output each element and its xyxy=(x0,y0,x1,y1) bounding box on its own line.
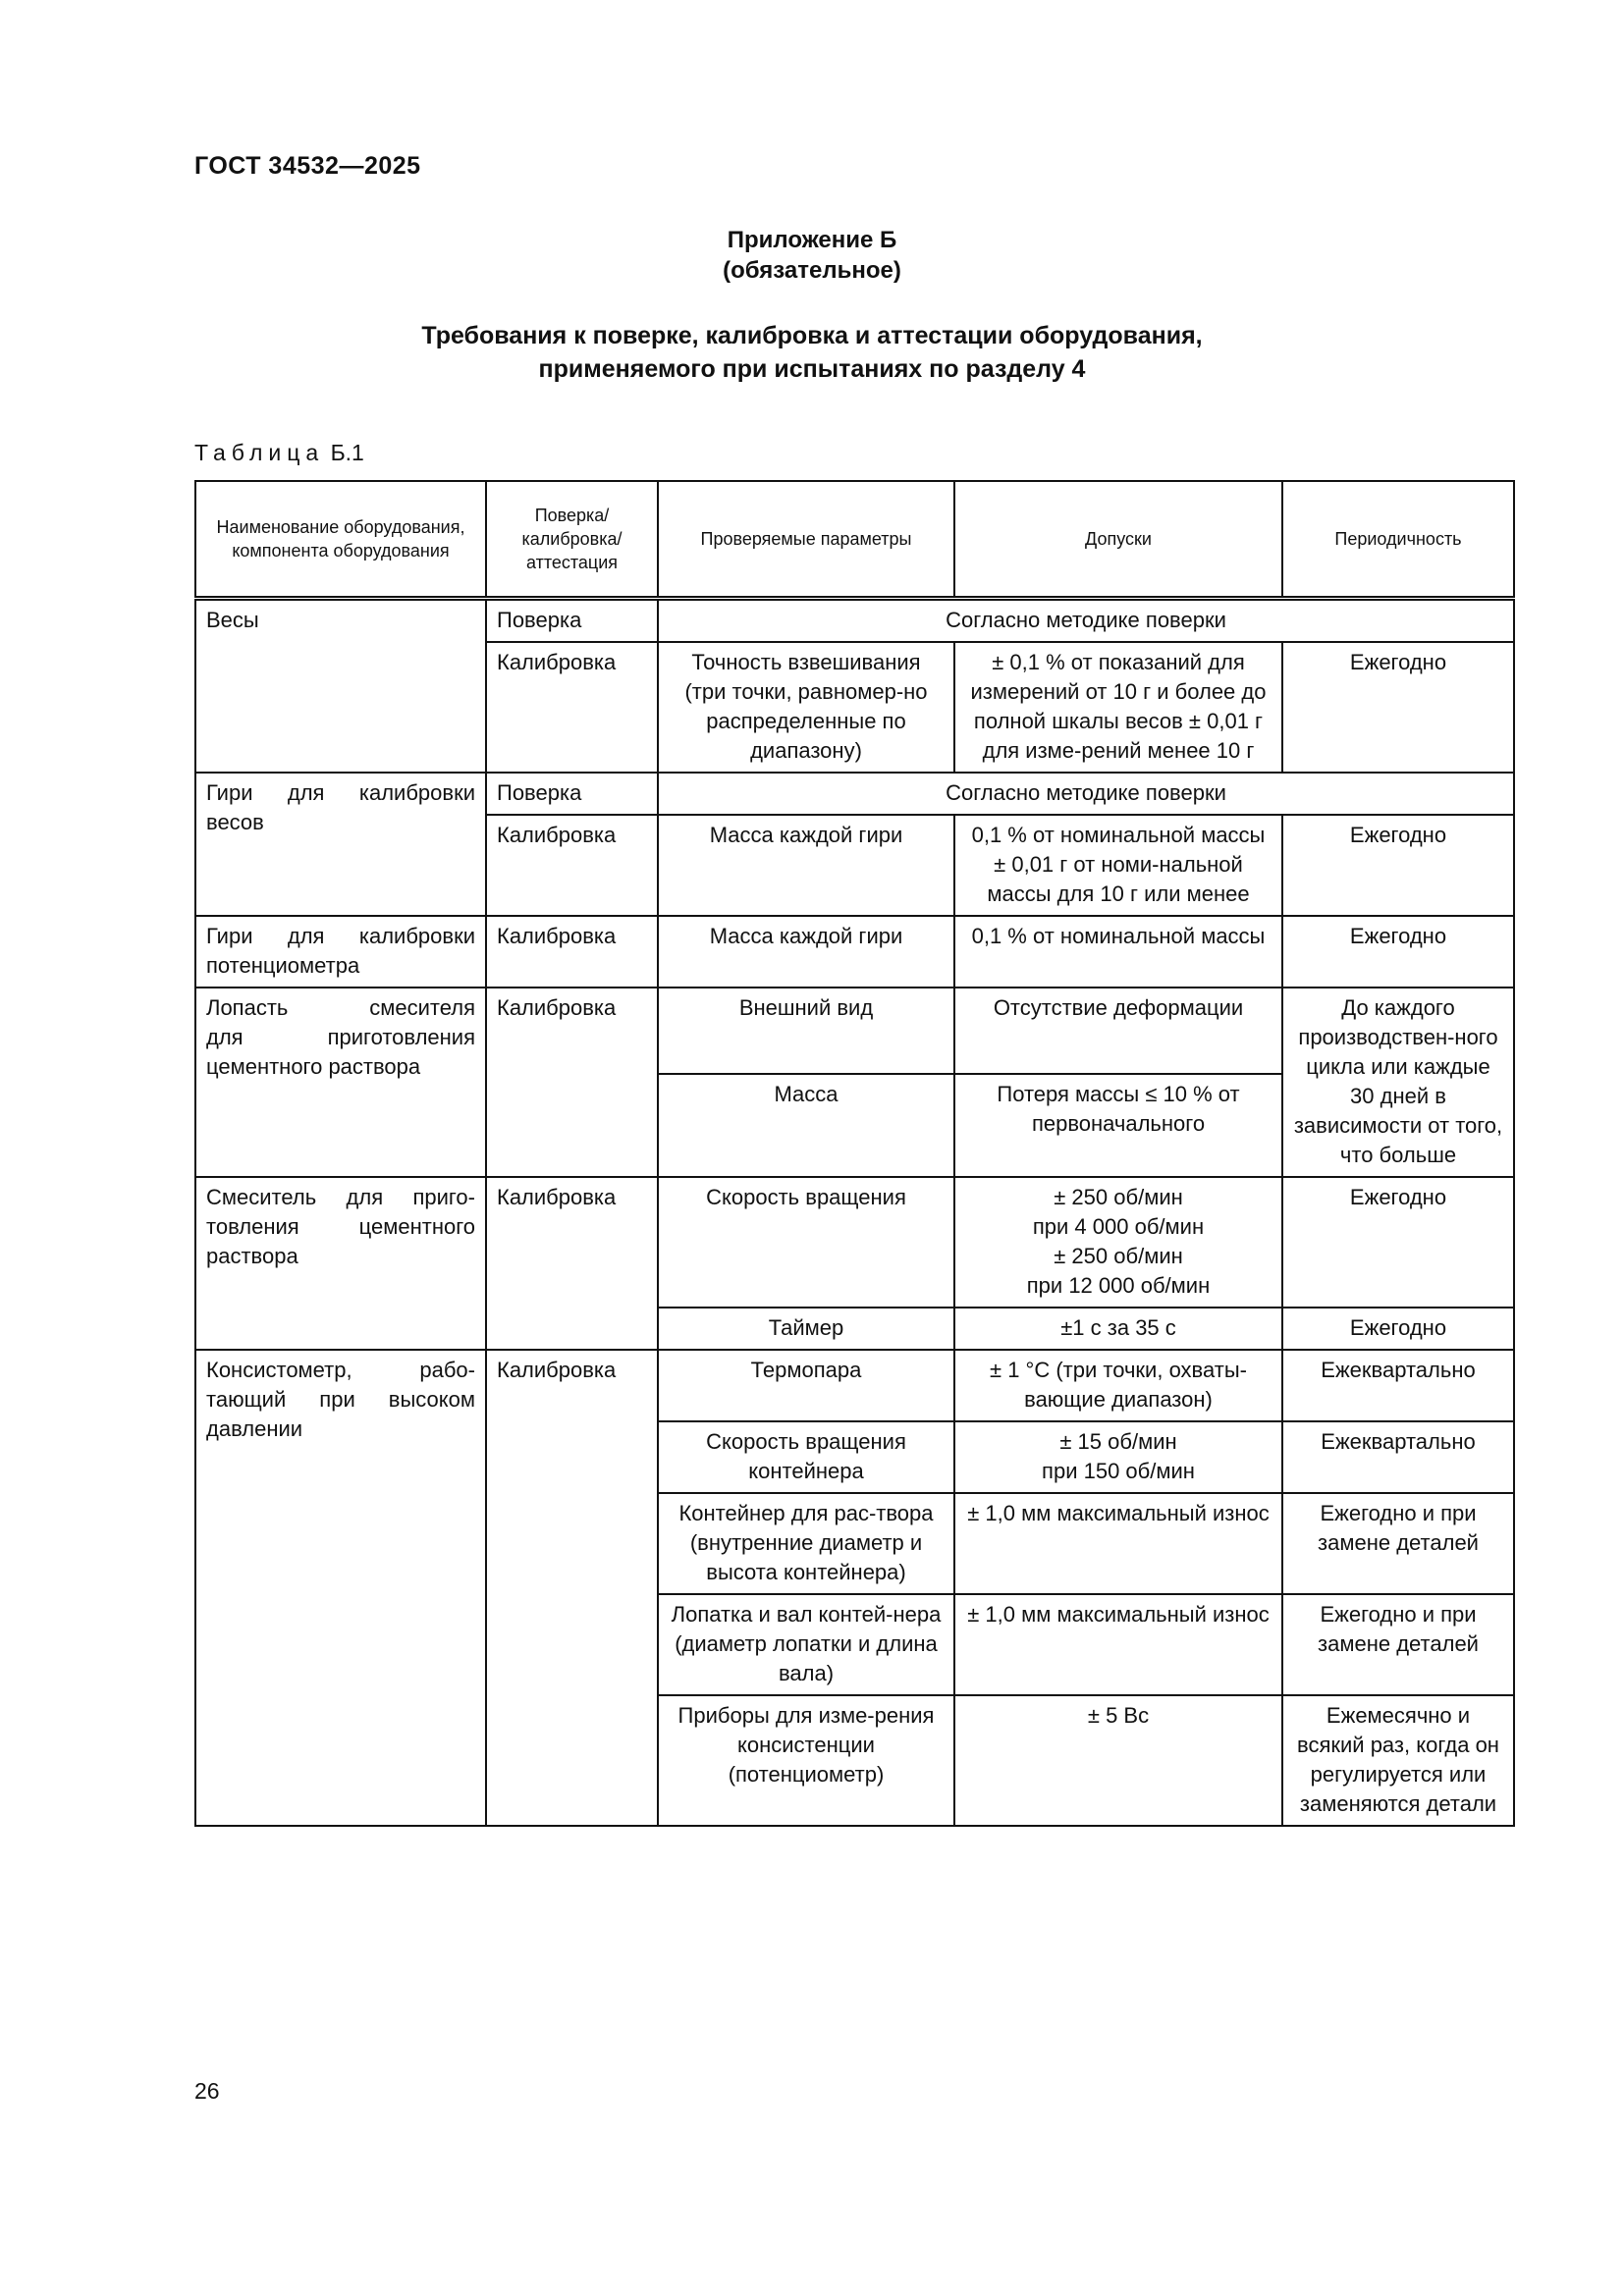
table-row xyxy=(195,1177,1514,1308)
tolerance-cell: ± 1,0 мм максимальный износ xyxy=(954,1493,1282,1594)
frequency-cell: Ежегодно xyxy=(1282,642,1514,773)
header-parameters: Проверяемые параметры xyxy=(658,481,954,599)
parameter-cell: Внешний вид xyxy=(658,988,954,1074)
appendix-heading xyxy=(0,225,1624,286)
equipment-name-cell xyxy=(195,1350,486,1826)
type-cell: Калибровка xyxy=(486,988,658,1177)
frequency-cell: До каждого производствен-ного цикла или каждые 30 дней в зависимости от того, что больше xyxy=(1282,988,1514,1177)
page-number: 26 xyxy=(194,2078,220,2104)
verification-note-cell: Согласно методике поверки xyxy=(658,773,1514,815)
parameter-cell: Контейнер для рас-твора (внутренние диаметр и высота контейнера) xyxy=(658,1493,954,1594)
frequency-cell: Ежегодно и при замене деталей xyxy=(1282,1493,1514,1594)
tolerance-cell: 0,1 % от номинальной массы xyxy=(954,916,1282,988)
tolerance-cell: ± 0,1 % от показаний для измерений от 10 г и более до полной шкалы весов ± 0,01 г для изме-рений менее 10 г xyxy=(954,642,1282,773)
name-line: давлении xyxy=(206,1416,303,1441)
parameter-cell: Таймер xyxy=(658,1308,954,1350)
appendix-status: (обязательное) xyxy=(723,257,901,284)
frequency-cell: Ежегодно xyxy=(1282,916,1514,988)
name-line: тающий при высоком xyxy=(206,1387,475,1412)
name-line: товления цементного xyxy=(206,1214,475,1239)
frequency-cell: Ежемесячно и всякий раз, когда он регулируется или заменяются детали xyxy=(1282,1695,1514,1826)
table-header-row xyxy=(195,481,1514,599)
table-row xyxy=(195,599,1514,643)
parameter-cell: Лопатка и вал контей-нера (диаметр лопатки и длина вала) xyxy=(658,1594,954,1695)
parameter-cell: Скорость вращения контейнера xyxy=(658,1421,954,1493)
tolerance-cell: 0,1 % от номинальной массы ± 0,01 г от номи-нальной массы для 10 г или менее xyxy=(954,815,1282,916)
frequency-cell: Ежегодно и при замене деталей xyxy=(1282,1594,1514,1695)
frequency-cell: Ежеквартально xyxy=(1282,1421,1514,1493)
section-title xyxy=(0,319,1624,386)
table-caption xyxy=(194,440,364,466)
parameter-cell: Масса каждой гири xyxy=(658,815,954,916)
frequency-cell: Ежегодно xyxy=(1282,815,1514,916)
verification-note-cell: Согласно методике поверки xyxy=(658,599,1514,643)
name-line: Смеситель для приго- xyxy=(206,1185,475,1209)
parameter-cell: Термопара xyxy=(658,1350,954,1421)
parameter-cell: Приборы для изме-рения консистенции (потенциометр) xyxy=(658,1695,954,1826)
header-equipment: Наименование оборудования, компонента оборудования xyxy=(195,481,486,599)
table-row xyxy=(195,773,1514,815)
frequency-cell: Ежеквартально xyxy=(1282,1350,1514,1421)
table-caption-label: Таблица xyxy=(194,440,325,465)
name-line: потенциометра xyxy=(206,953,360,978)
tolerance-cell: ± 1 °С (три точки, охваты-вающие диапазон) xyxy=(954,1350,1282,1421)
name-line: для приготовления xyxy=(206,1025,475,1049)
parameter-cell: Точность взвешивания (три точки, равномер-но распределенные по диапазону) xyxy=(658,642,954,773)
tolerance-line: при 4 000 об/мин xyxy=(1032,1214,1205,1239)
name-line: Гири для калибровки xyxy=(206,780,475,805)
name-line: Лопасть смесителя xyxy=(206,995,475,1020)
section-title-line-2: применяемого при испытаниях по разделу 4 xyxy=(538,355,1086,383)
name-line: цементного раствора xyxy=(206,1054,421,1079)
equipment-name-cell xyxy=(195,916,486,988)
frequency-cell: Ежегодно xyxy=(1282,1308,1514,1350)
document-id: ГОСТ 34532—2025 xyxy=(194,152,421,180)
frequency-cell: Ежегодно xyxy=(1282,1177,1514,1308)
tolerance-line: ± 15 об/мин xyxy=(1059,1429,1177,1454)
tolerance-line: при 150 об/мин xyxy=(1042,1459,1195,1483)
type-cell: Калибровка xyxy=(486,916,658,988)
type-cell: Поверка xyxy=(486,599,658,643)
name-line: весов xyxy=(206,810,264,834)
parameter-cell: Масса каждой гири xyxy=(658,916,954,988)
table-caption-number: Б.1 xyxy=(330,440,364,465)
table-row xyxy=(195,916,1514,988)
equipment-name-cell xyxy=(195,1177,486,1350)
table-row xyxy=(195,988,1514,1074)
table-row xyxy=(195,1350,1514,1421)
equipment-name-cell xyxy=(195,773,486,916)
tolerance-cell xyxy=(954,1177,1282,1308)
tolerance-cell xyxy=(954,1421,1282,1493)
equipment-name-cell xyxy=(195,988,486,1177)
parameter-cell: Масса xyxy=(658,1074,954,1177)
type-cell: Поверка xyxy=(486,773,658,815)
tolerance-cell: Потеря массы ≤ 10 % от первоначального xyxy=(954,1074,1282,1177)
name-line: Гири для калибровки xyxy=(206,924,475,948)
header-tolerances: Допуски xyxy=(954,481,1282,599)
tolerance-cell: ±1 с за 35 с xyxy=(954,1308,1282,1350)
header-frequency: Периодичность xyxy=(1282,481,1514,599)
name-line: раствора xyxy=(206,1244,298,1268)
tolerance-line: ± 250 об/мин xyxy=(1054,1244,1183,1268)
type-cell: Калибровка xyxy=(486,1350,658,1826)
tolerance-line: при 12 000 об/мин xyxy=(1026,1273,1211,1298)
tolerance-cell: Отсутствие деформации xyxy=(954,988,1282,1074)
appendix-title: Приложение Б xyxy=(727,227,897,253)
type-cell: Калибровка xyxy=(486,815,658,916)
parameter-cell: Скорость вращения xyxy=(658,1177,954,1308)
requirements-table xyxy=(194,480,1515,1827)
type-cell: Калибровка xyxy=(486,1177,658,1350)
header-type: Поверка/ калибровка/ аттестация xyxy=(486,481,658,599)
equipment-name-cell: Весы xyxy=(195,599,486,774)
tolerance-cell: ± 5 Вс xyxy=(954,1695,1282,1826)
section-title-line-1: Требования к поверке, калибровка и аттестации оборудования, xyxy=(421,322,1203,349)
name-line: Консистометр, рабо- xyxy=(206,1358,475,1382)
tolerance-line: ± 250 об/мин xyxy=(1054,1185,1183,1209)
type-cell: Калибровка xyxy=(486,642,658,773)
tolerance-cell: ± 1,0 мм максимальный износ xyxy=(954,1594,1282,1695)
